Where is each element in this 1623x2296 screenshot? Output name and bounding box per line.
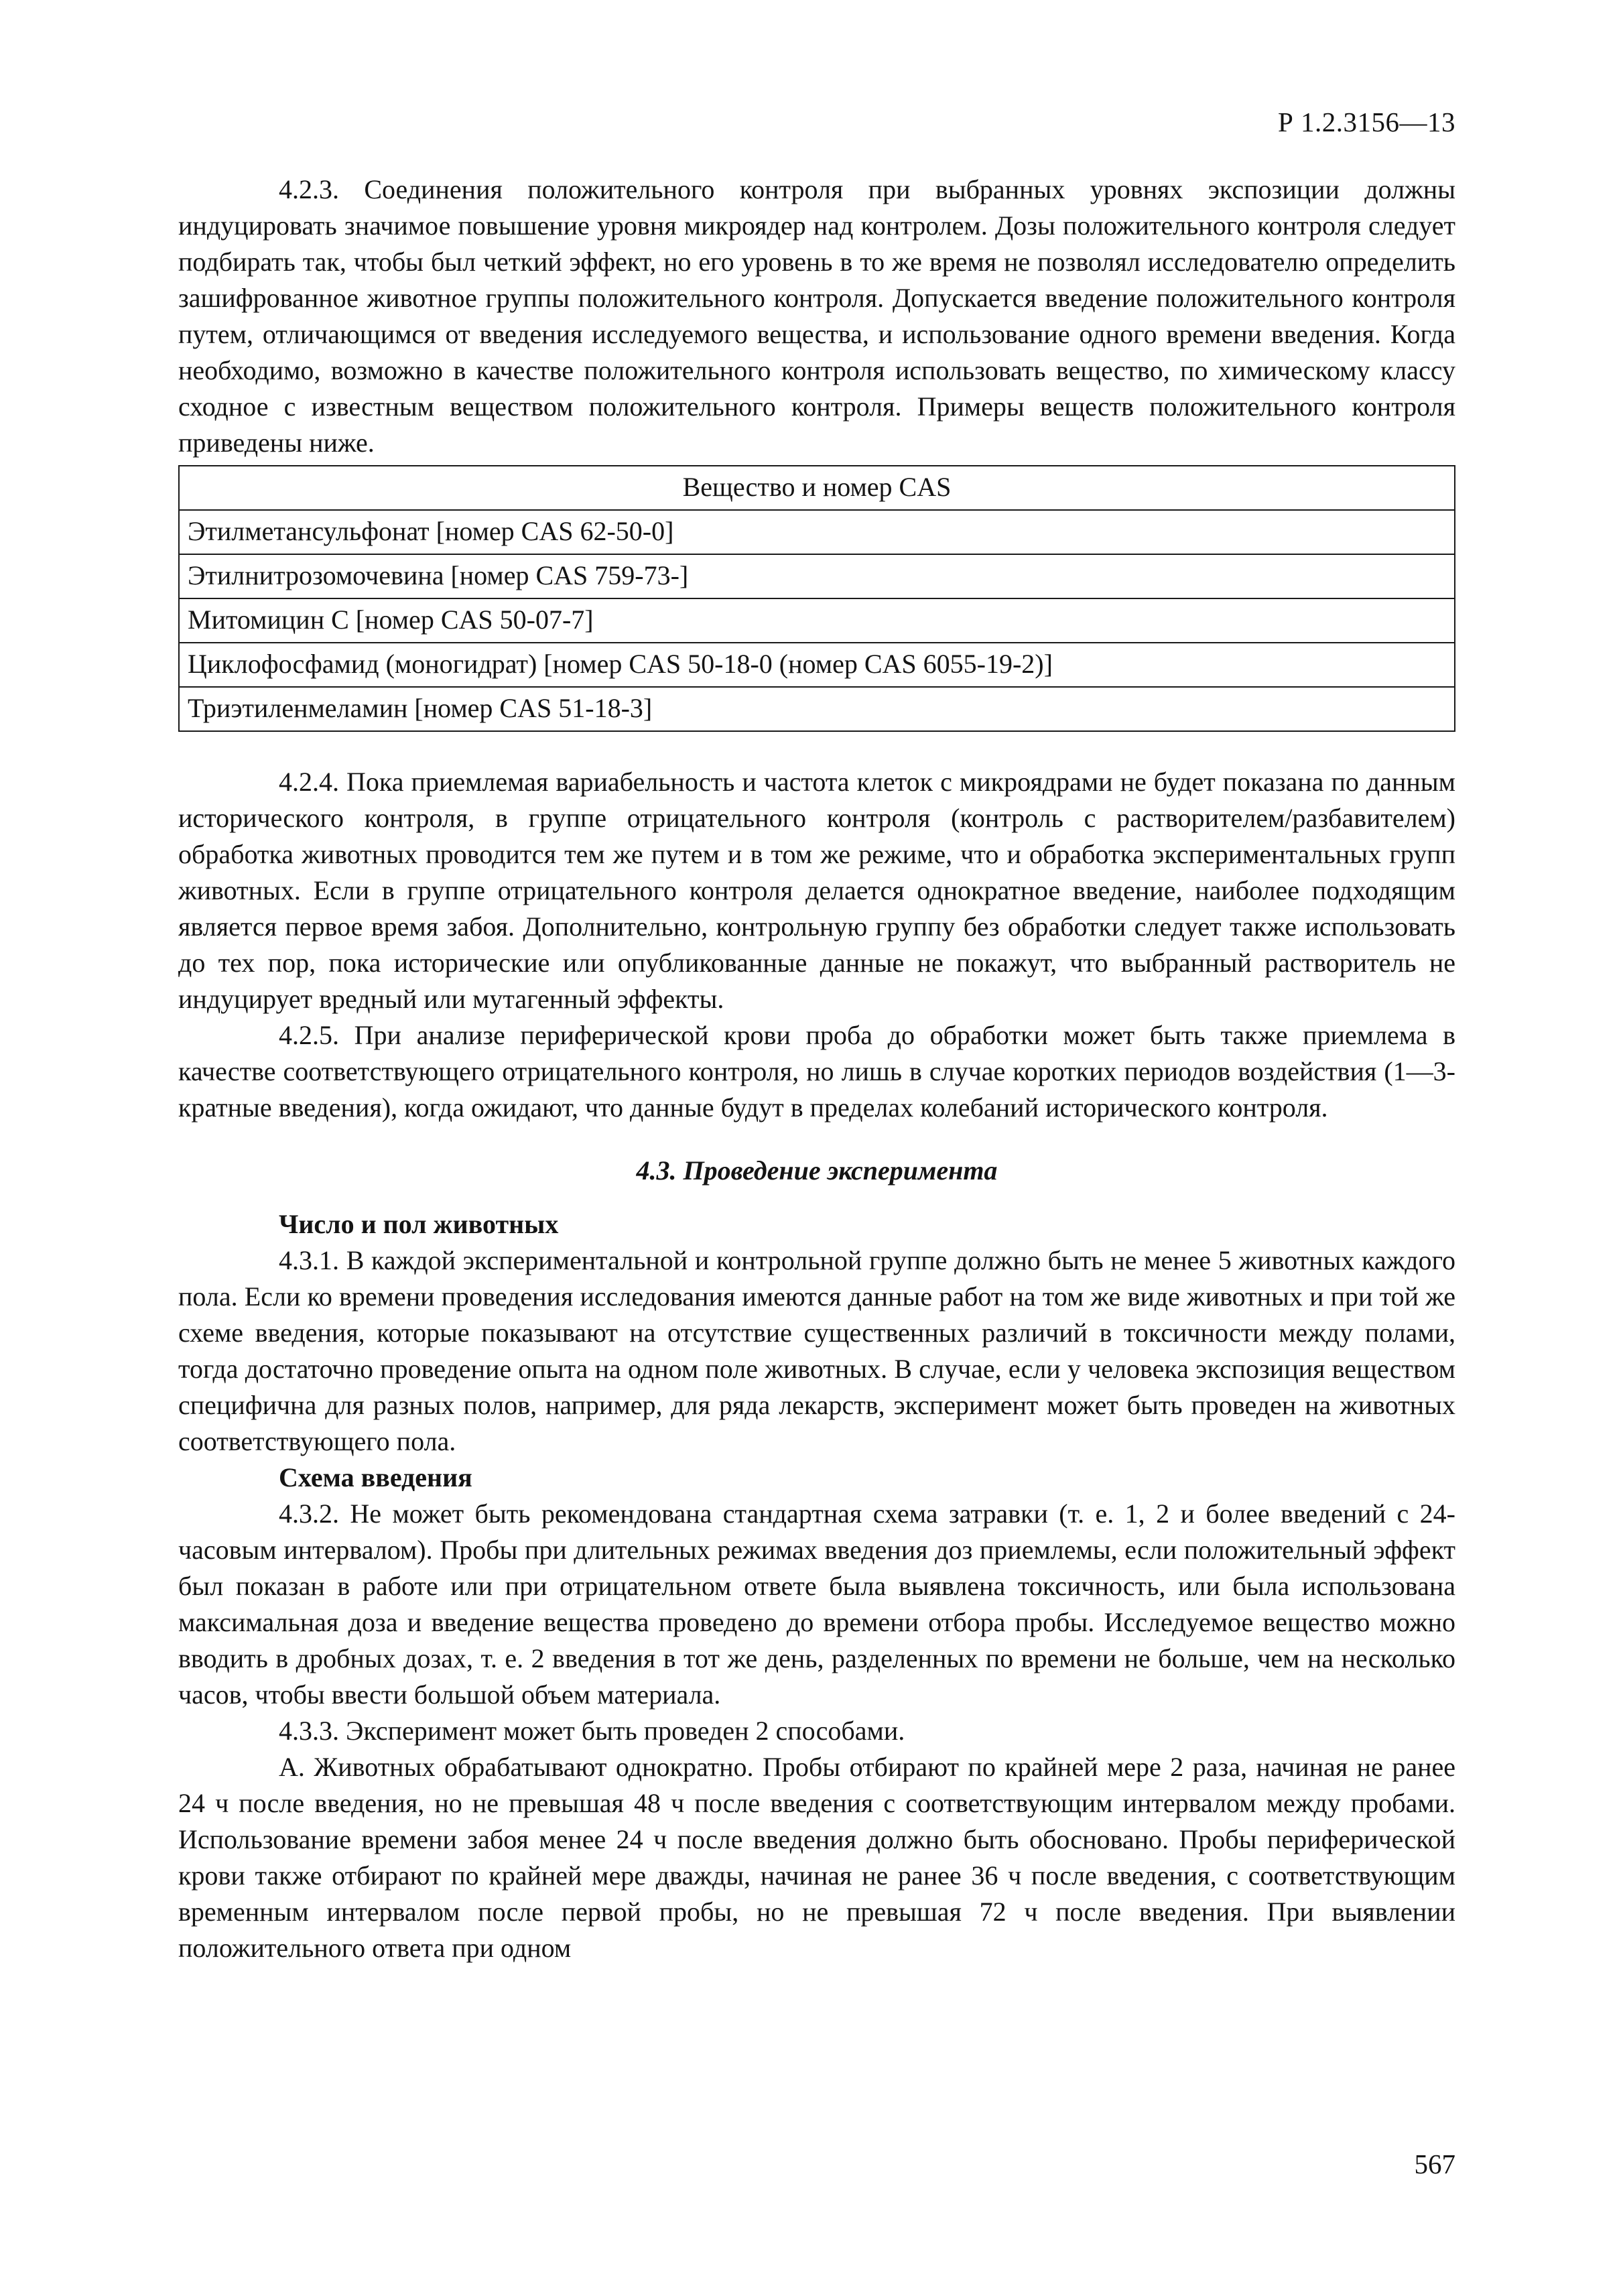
table-header-row bbox=[179, 466, 1455, 510]
table-cell: Митомицин С [номер CAS 50-07-7] bbox=[179, 598, 1455, 643]
document-body bbox=[178, 172, 1455, 1966]
table-row bbox=[179, 643, 1455, 687]
subhead-animals: Число и пол животных bbox=[279, 1209, 559, 1239]
section-title: 4.3. Проведение эксперимента bbox=[636, 1155, 998, 1186]
table-cell: Этилнитрозомочевина [номер CAS 759-73-] bbox=[179, 554, 1455, 598]
paragraph-4-2-5: 4.2.5. При анализе периферической крови проба до обработки может быть также приемлема в качестве соответствующего отрицательного контроля, но лишь в случае коротких периодов воздействия (1—3-кратные введения), когда ожидают, что данные будут в пределах колебаний исторического контроля. bbox=[178, 1020, 1455, 1123]
table-row bbox=[179, 687, 1455, 731]
paragraph-4-2-3: 4.2.3. Соединения положительного контроля при выбранных уровнях экспозиции должны индуцировать значимое повышение уровня микроядер над контролем. Дозы положительного контроля следует подбирать так, чтобы был четкий эффект, но его уровень в то же время не позволял исследователю определить зашифрованное животное группы положительного контроля. Допускается введение положительного контроля путем, отличающимся от введения исследуемого вещества, и использование одного времени введения. Когда необходимо, возможно в качестве положительного контроля использовать вещество, по химическому классу сходное с известным веществом положительного контроля. Примеры веществ положительного контроля приведены ниже. bbox=[178, 174, 1455, 458]
paragraph-4-3-3-a: А. Животных обрабатывают однократно. Пробы отбирают по крайней мере 2 раза, начиная не ранее 24 ч после введения, но не превышая 48 ч после введения с соответствующим интервалом между пробами. Использование времени забоя менее 24 ч после введения должно быть обосновано. Пробы периферической крови также отбирают по крайней мере дважды, начиная не ранее 36 ч после введения, с соответствующим временным интервалом после первой пробы, но не превышая 72 ч после введения. При выявлении положительного ответа при одном bbox=[178, 1752, 1455, 1963]
doc-code: Р 1.2.3156—13 bbox=[1277, 107, 1455, 137]
paragraph-4-2-4: 4.2.4. Пока приемлемая вариабельность и частота клеток с микроядрами не будет показана по данным исторического контроля, в группе отрицательного контроля (контроль с растворителем/разбавителем) обработка животных проводится тем же путем и в том же режиме, что и обработка экспериментальных групп животных. Если в группе отрицательного контроля делается однократное введение, наиболее подходящим является первое время забоя. Дополнительно, контрольную группу без обработки следует также использовать до тех пор, пока исторические или опубликованные данные не покажут, что выбранный растворитель не индуцирует вредный или мутагенный эффекты. bbox=[178, 767, 1455, 1014]
table-header-cell: Вещество и номер CAS bbox=[179, 466, 1455, 510]
table-cell: Циклофосфамид (моногидрат) [номер CAS 50-18-0 (номер CAS 6055-19-2)] bbox=[179, 643, 1455, 687]
positive-control-table bbox=[178, 465, 1455, 732]
table-cell: Триэтиленмеламин [номер CAS 51-18-3] bbox=[179, 687, 1455, 731]
paragraph-4-3-3: 4.3.3. Эксперимент может быть проведен 2 способами. bbox=[279, 1716, 905, 1746]
table-row bbox=[179, 598, 1455, 643]
table-cell: Этилметансульфонат [номер CAS 62-50-0] bbox=[179, 510, 1455, 554]
subhead-dosing-scheme: Схема введения bbox=[279, 1462, 472, 1492]
paragraph-4-3-1: 4.3.1. В каждой экспериментальной и контрольной группе должно быть не менее 5 животных каждого пола. Если ко времени проведения исследования имеются данные работ на том же виде животных и при той же схеме введения, которые показывают на отсутствие существенных различий в токсичности между полами, тогда достаточно проведение опыта на одном поле животных. В случае, если у человека экспозиция веществом специфична для разных полов, например, для ряда лекарств, эксперимент может быть проведен на животных соответствующего пола. bbox=[178, 1245, 1455, 1456]
table-row bbox=[179, 554, 1455, 598]
page-number: 567 bbox=[1414, 2149, 1455, 2179]
paragraph-4-3-2: 4.3.2. Не может быть рекомендована стандартная схема затравки (т. е. 1, 2 и более введений с 24-часовым интервалом). Пробы при длительных режимах введения доз приемлемы, если положительный эффект был показан в работе или при отрицательном ответе была выявлена токсичность, или была использована максимальная доза и введение вещества проведено до времени отбора пробы. Исследуемое вещество можно вводить в дробных дозах, т. е. 2 введения в тот же день, разделенных по времени не больше, чем на несколько часов, чтобы ввести большой объем материала. bbox=[178, 1498, 1455, 1710]
table-row bbox=[179, 510, 1455, 554]
